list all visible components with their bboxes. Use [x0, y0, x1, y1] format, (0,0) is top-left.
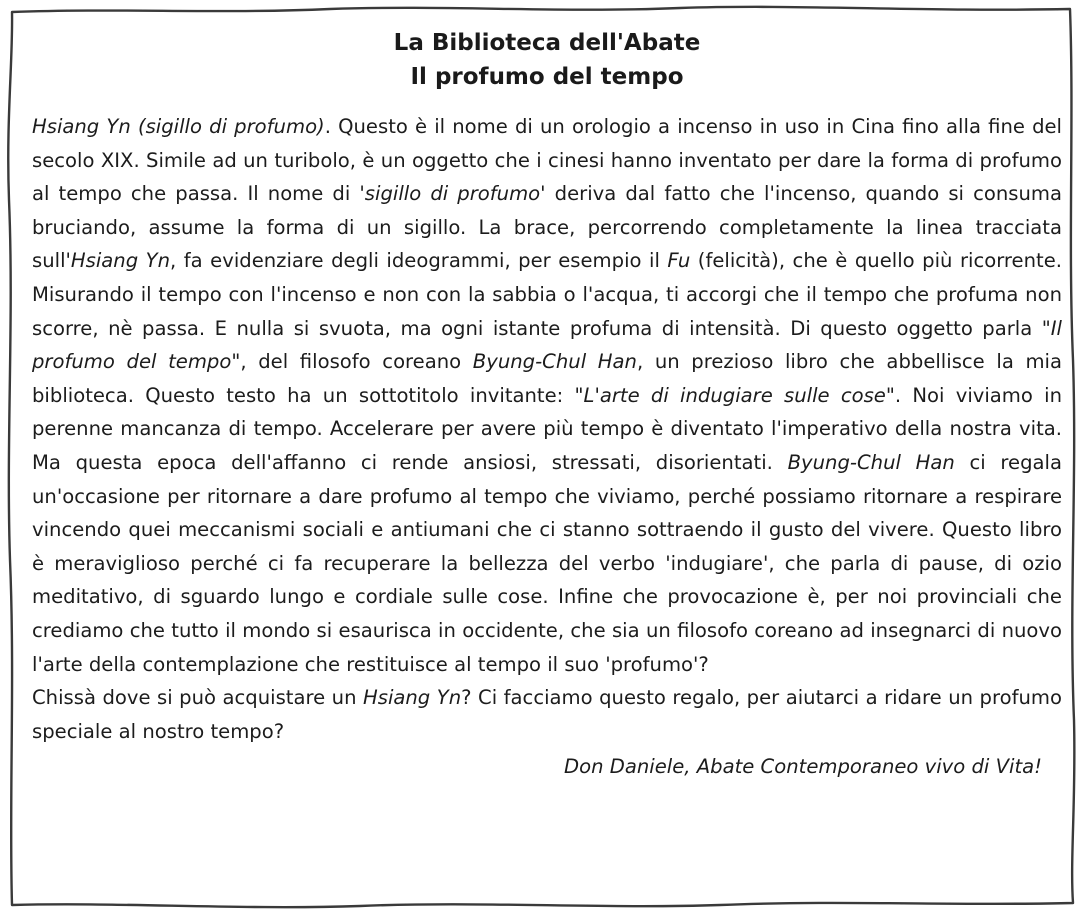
text-run: ci regala un'occasione per ritornare a dare profumo al tempo che viviamo, perché possiamo ritornare a respirare vincendo quei meccanismi sociali e antiumani che ci stanno sottraendo il gusto del vivere. Questo libro è meraviglioso perché ci fa recuperare la bellezza del verbo 'indugiare', che parla di pause, di ozio meditativo, di sguardo lungo e cordiale sulle cose. Infine che provocazione è, per noi provinciali che crediamo che tutto il mondo si esaurisca in occidente, che sia un filosofo coreano ad insegnarci di nuovo l'arte della contemplazione che restituisce al tempo il suo 'profumo'? — [32, 450, 1062, 676]
text-run: . Questo è il nome di un orologio a incenso in uso in Cina fino alla fine del secolo XIX. Simile ad un turibolo, è un oggetto che i cinesi hanno inventato per dare la forma di profumo al tempo che passa. Il nome di — [32, 115, 1063, 206]
italic-text: Hsiang Yn (sigillo di profumo) — [32, 115, 325, 138]
text-run: ". Noi viviamo in perenne mancanza di tempo. Accelerare per avere più tempo è diventato l'imperativo della nostra vita. Ma questa epoca dell'affanno ci rende ansiosi, stressati, disorientati. — [32, 383, 1062, 474]
italic-text: Byung-Chul Han — [787, 450, 955, 474]
article-paragraph-2 — [32, 681, 1062, 748]
title-line-1: La Biblioteca dell'Abate — [393, 30, 701, 56]
italic-text: 'sigillo di profumo' — [359, 182, 546, 206]
italic-text: Fu — [667, 249, 691, 273]
text-run: , un prezioso libro che abbellisce la mia biblioteca. Questo testo ha un sottotitolo invitante: — [32, 350, 1063, 407]
text-run: ? Ci facciamo questo regalo, per aiutarci a ridare un profumo speciale al nostro tempo? — [32, 686, 1062, 743]
article-paragraph-1 — [32, 110, 1062, 681]
text-run: , fa evidenziare degli ideogrammi, per esempio il — [170, 249, 668, 273]
text-run: , del filosofo coreano — [240, 350, 473, 374]
italic-text: Hsiang Yn — [363, 686, 462, 710]
text-run: deriva dal fatto che l'incenso, quando si consuma bruciando, assume la forma di un sigillo. La brace, percorrendo completamente la linea tracciata sull' — [32, 182, 1062, 273]
text-run: Chissà dove si può acquistare un — [32, 686, 363, 710]
italic-text: "Il profumo del tempo" — [32, 316, 1062, 374]
page-title — [32, 26, 1062, 94]
article — [32, 26, 1062, 784]
text-run: (felicità), che è quello più ricorrente. Misurando il tempo con l'incenso e non con la sabbia o l'acqua, ti accorgi che il tempo che profuma non scorre, nè passa. E nulla si svuota, ma ogni istante profuma di intensità. Di questo oggetto parla — [32, 249, 1062, 340]
italic-text: Byung-Chul Han — [472, 350, 637, 374]
italic-text: "L'arte di indugiare sulle cose — [574, 383, 886, 407]
title-line-2: Il profumo del tempo — [410, 64, 684, 90]
signature: Don Daniele, Abate Contemporaneo vivo di Vita! — [564, 755, 1042, 779]
italic-text: Hsiang Yn — [70, 249, 171, 273]
